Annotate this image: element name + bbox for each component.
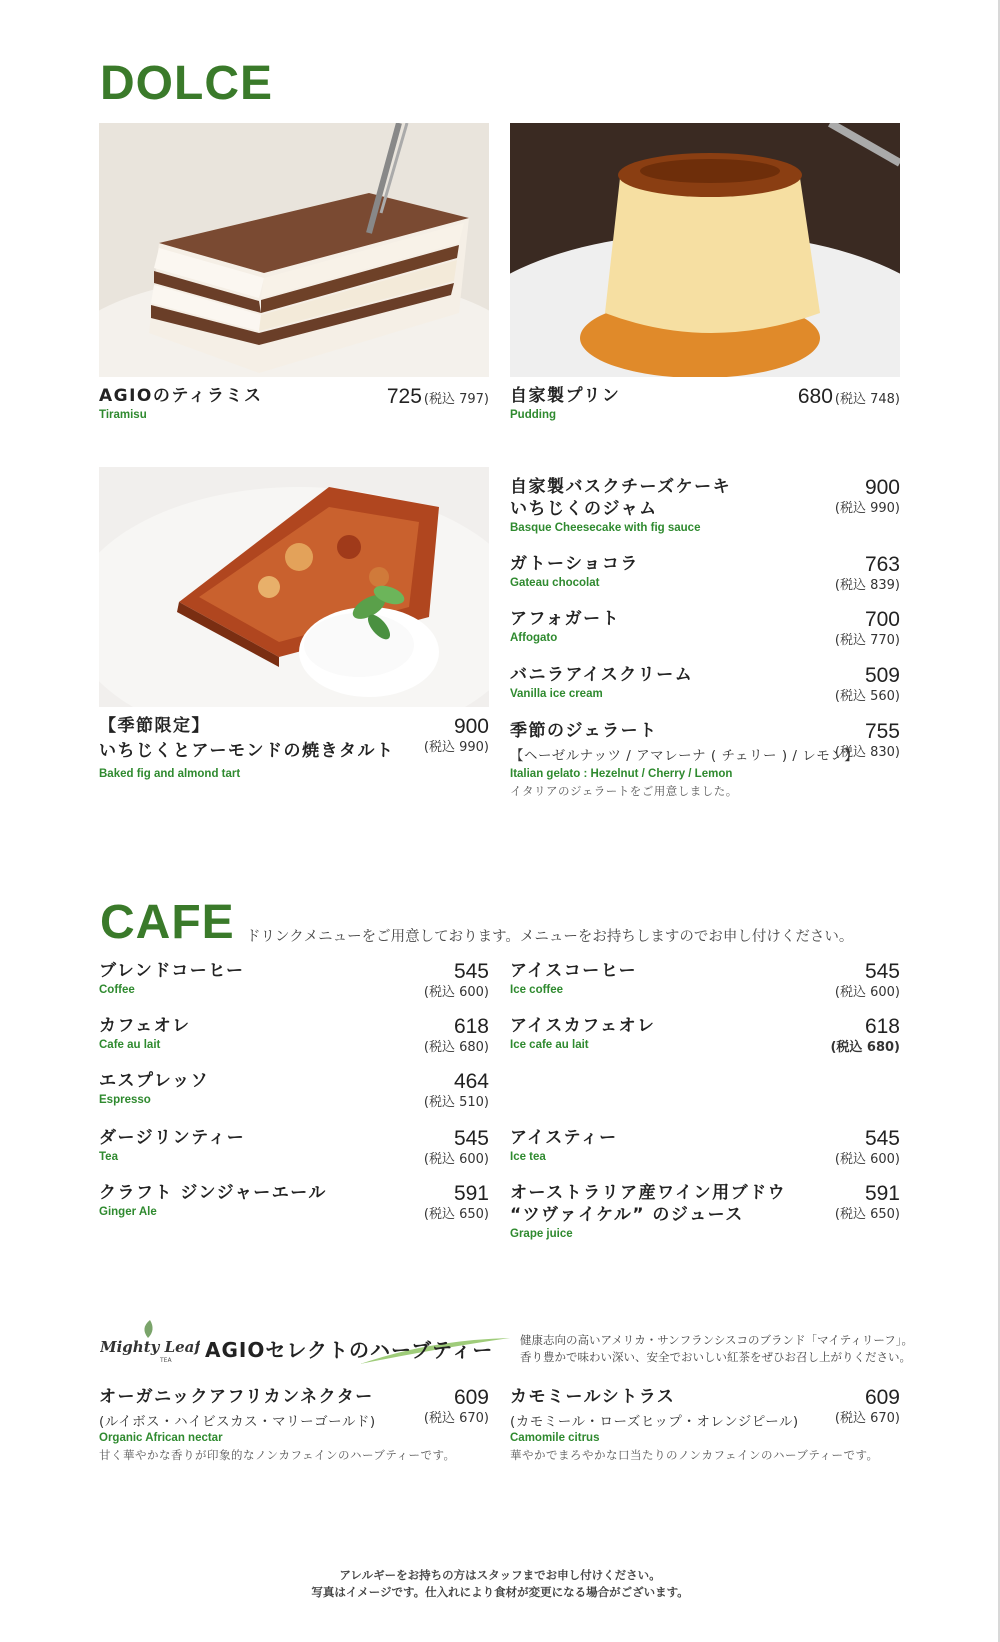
item-price-tax: (税込 600) [834,985,900,1000]
item-name-jp: ブレンドコーヒー [99,961,245,981]
item-price-tax: (税込 748) [834,392,900,407]
item-name-jp-line1: 【季節限定】 [99,716,210,736]
item-description: 甘く華やかな香りが印象的なノンカフェインのハーブティーです。 [99,1448,456,1462]
item-name-jp: ダージリンティー [99,1128,246,1148]
cafe-note: ドリンクメニューをご用意しております。メニューをお持ちしますのでお申し付けください。 [246,929,854,945]
cafe-section-title: CAFE [100,896,235,949]
item-price: 545 [453,960,489,983]
menu-item-seasonal-gelato [510,720,900,799]
item-price-tax: (税込 600) [834,1152,900,1167]
item-name-en: Coffee [99,984,135,996]
item-name-jp-line2: いちじくのジャム [510,499,658,519]
item-name-en: Grape juice [510,1228,573,1240]
item-name-jp: クラフト ジンジャーエール [99,1183,327,1203]
item-name-jp-line1: オーストラリア産ワイン用ブドウ [510,1183,787,1203]
item-price-tax: (税込 670) [834,1411,900,1426]
item-name-en: Basque Cheesecake with fig sauce [510,522,701,534]
herb-note-line2: 香り豊かで味わい深い、安全でおいしい紅茶をぜひお召し上がりください。 [520,1350,911,1364]
item-price: 900 [453,715,489,738]
item-name-jp: AGIOのティラミス [99,386,263,406]
item-name-en: Pudding [510,409,556,421]
item-price: 509 [864,664,900,687]
fig-tart-photo [99,467,489,707]
item-ingredients: (カモミール・ローズヒップ・オレンジピール) [510,1414,799,1430]
item-name-jp: バニラアイスクリーム [510,665,694,685]
item-price-tax: (税込 797) [423,392,489,407]
herb-tea-title: AGIOセレクトのハーブティー [205,1338,494,1362]
item-price: 545 [864,1127,900,1150]
item-price: 618 [864,1015,900,1038]
menu-item-camomile-citrus [510,1386,900,1463]
item-name-jp: カフェオレ [99,1016,191,1036]
item-price: 755 [864,720,900,743]
item-name-jp: 季節のジェラート [510,721,658,741]
item-ingredients: (ルイボス・ハイビスカス・マリーゴールド) [99,1414,376,1430]
item-price-tax: (税込 600) [423,985,489,1000]
logo-text: Mighty Leaf [100,1338,200,1356]
herb-tea-note [520,1332,913,1366]
item-name-en: Affogato [510,632,558,644]
item-price: 900 [864,476,900,499]
item-name-en: Tea [99,1151,118,1163]
item-name-en: Tiramisu [99,409,147,421]
item-name-en: Baked fig and almond tart [99,768,241,780]
menu-item-african-nectar [99,1386,489,1463]
herb-note-line1: 健康志向の高いアメリカ・サンフランシスコのブランド「マイティリーフ」。 [520,1333,914,1347]
item-price: 680 [797,385,833,408]
item-price: 591 [864,1182,900,1205]
item-name-jp: アイスカフェオレ [510,1016,656,1036]
menu-item-fig-tart [99,715,489,780]
item-name-en: Camomile citrus [510,1432,600,1444]
item-name-en: Italian gelato : Hezelnut / Cherry / Lemon [510,768,733,780]
menu-item-vanilla-ice-cream [510,664,900,704]
item-price-tax: (税込 770) [834,633,900,648]
item-name-jp: アイスコーヒー [510,961,638,981]
item-name-en: Organic African nectar [99,1432,223,1444]
item-name-en: Ginger Ale [99,1206,157,1218]
logo-subtext: TEA [160,1357,172,1364]
menu-item-affogato [510,608,900,648]
item-name-en: Espresso [99,1094,151,1106]
item-price-tax: (税込 990) [423,740,489,755]
item-flavors: 【ヘーゼルナッツ / アマレーナ ( チェリー ) / レモン】 [510,748,859,764]
item-name-en: Cafe au lait [99,1039,161,1051]
menu-item-gateau-chocolat [510,553,900,593]
item-price-tax: (税込 650) [423,1207,489,1222]
dolce-section-title: DOLCE [100,57,273,110]
tiramisu-photo [99,123,489,377]
footer-photo-note: 写真はイメージです。仕入れにより食材が変更になる場合がございます。 [311,1585,689,1599]
item-name-jp: アフォガート [510,609,621,629]
item-name-en: Ice coffee [510,984,564,996]
menu-item-coffee [99,960,489,1000]
mighty-leaf-logo [100,1318,200,1366]
item-price: 609 [864,1386,900,1409]
item-price-tax: (税込 990) [834,501,900,516]
menu-item-basque-cheesecake [510,476,900,534]
item-price-tax: (税込 839) [834,578,900,593]
item-name-en: Ice cafe au lait [510,1039,589,1051]
item-price: 591 [453,1182,489,1205]
item-price-tax: (税込 680) [423,1040,489,1055]
item-price: 763 [864,553,900,576]
leaf-icon [144,1320,152,1338]
item-price-tax: (税込 600) [423,1152,489,1167]
item-price: 700 [864,608,900,631]
item-name-jp: 自家製プリン [510,386,621,406]
item-price-tax: (税込 650) [834,1207,900,1222]
footer-notice [0,1567,1000,1601]
menu-item-grape-juice [510,1182,900,1240]
item-price: 464 [453,1070,489,1093]
item-price: 545 [453,1127,489,1150]
item-price-tax: (税込 560) [834,689,900,704]
item-name-jp-line1: 自家製バスクチーズケーキ [510,477,732,497]
menu-item-espresso [99,1070,489,1110]
item-price: 618 [453,1015,489,1038]
item-price-tax: (税込 680) [830,1040,900,1055]
menu-item-cafe-au-lait [99,1015,489,1055]
item-price: 725 [386,385,422,408]
item-name-jp-line2: “ツヴァイケル” のジュース [510,1205,744,1225]
item-description: イタリアのジェラートをご用意しました。 [510,784,738,798]
menu-item-ice-cafe-au-lait [510,1015,900,1055]
menu-item-ginger-ale [99,1182,489,1222]
item-name-en: Ice tea [510,1151,546,1163]
item-name-jp: アイスティー [510,1128,618,1148]
item-price-tax: (税込 830) [834,745,900,760]
item-name-en: Gateau chocolat [510,577,600,589]
footer-allergy-note: アレルギーをお持ちの方はスタッフまでお申し付けください。 [339,1568,661,1582]
pudding-photo [510,123,900,377]
item-name-jp: カモミールシトラス [510,1387,676,1407]
item-price: 545 [864,960,900,983]
item-price-tax: (税込 510) [423,1095,489,1110]
menu-item-ice-coffee [510,960,900,1000]
menu-item-pudding [510,385,900,421]
item-name-jp-line2: いちじくとアーモンドの焼きタルト [99,741,395,761]
menu-item-ice-tea [510,1127,900,1167]
item-name-en: Vanilla ice cream [510,688,603,700]
menu-item-darjeeling-tea [99,1127,489,1167]
menu-item-tiramisu [99,385,489,421]
item-name-jp: ガトーショコラ [510,554,639,574]
item-price-tax: (税込 670) [423,1411,489,1426]
item-description: 華やかでまろやかな口当たりのノンカフェインのハーブティーです。 [510,1448,879,1462]
item-name-jp: エスプレッソ [99,1071,210,1091]
item-price: 609 [453,1386,489,1409]
item-name-jp: オーガニックアフリカンネクター [99,1387,374,1407]
